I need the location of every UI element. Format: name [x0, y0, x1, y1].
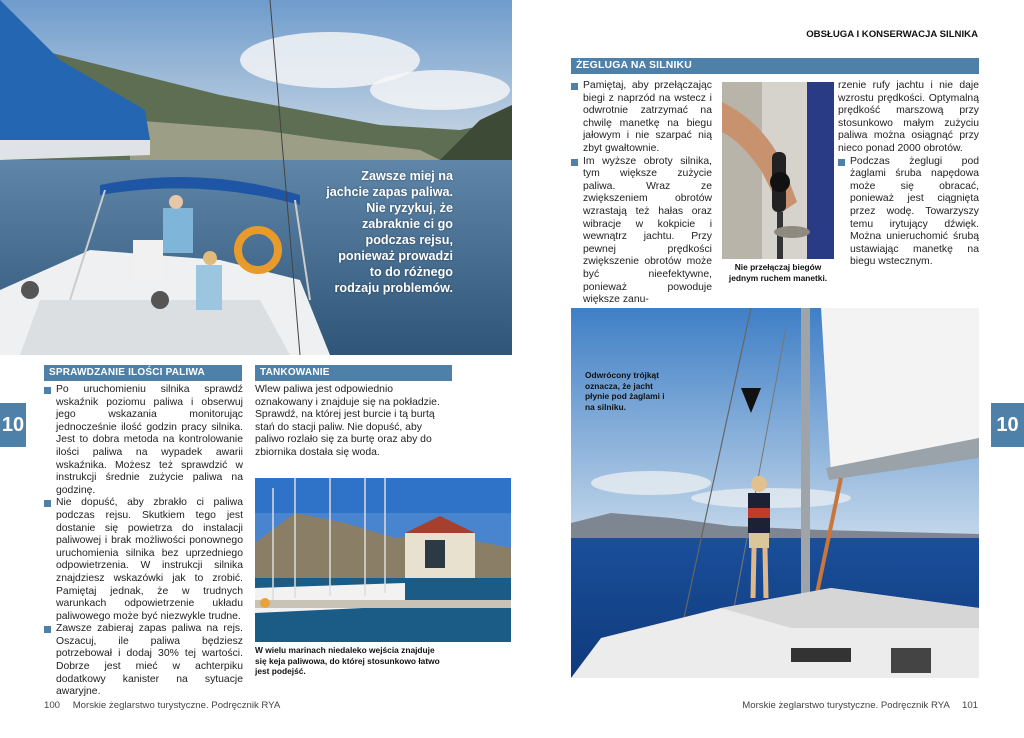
bullet-square-icon	[44, 500, 51, 507]
book-title: Morskie żeglarstwo turystyczne. Podręcznik RYA	[742, 700, 950, 711]
running-header: OBSŁUGA I KONSERWACJA SILNIKA	[806, 29, 978, 40]
book-title: Morskie żeglarstwo turystyczne. Podręcznik RYA	[72, 700, 281, 711]
refuel-text	[255, 384, 453, 460]
list-item	[44, 623, 243, 699]
page-number: 100	[44, 700, 61, 711]
fuel-check-list	[44, 384, 243, 699]
list-item-text: Po uruchomieniu silnika sprawdź wskaźnik poziomu paliwa i obserwuj jego wskazania monitorując jednocześnie ilość godzin pracy silnika. Jest to dobra metoda na kontrolowanie ilości paliwa na wypadek awarii wskaźnika. Możesz też sprawdzić w instrukcji średnie zużycie paliwa na godzinę.	[56, 384, 243, 496]
hero-overlay-text: Zawsze miej na jachcie zapas paliwa. Nie ryzykuj, że zabraknie ci go podczas rejsu, ponieważ prowadzi to do różnego rodzaju problemów.	[326, 169, 453, 295]
list-item	[571, 156, 712, 307]
list-item-text: Podczas żeglugi pod żaglami śruba napędowa może się obracać, ponieważ jest ciągnięta przez wodę. Towarzyszy temu irytujący dźwięk. Można unieruchomić śrubą ustawiając manetkę na biegu wstecznym.	[850, 155, 979, 268]
list-item-text: Nie dopuść, aby zbrakło ci paliwa podczas rejsu. Skutkiem tego jest dostanie się powietrza do instalacji paliwowej i brak możliwości ponownego uruchomienia silnika bez uprzedniego odpowietrzenia. W instrukcji silnika znajdziesz wskazówki jak to zrobić. Pamiętaj jednak, że w trudnych warunkach odpowietrzenie układu paliwowego może być niezwykle trudne.	[56, 497, 243, 622]
list-item-text: Zawsze zabieraj zapas paliwa na rejs. Oszacuj, ile paliwa będziesz potrzebował i dodaj 30% tej wartości. Dobrze jest mieć w achterpiku dodatkowy kanister na sytuacje awaryjne.	[56, 623, 243, 698]
motor-sailing-col1	[571, 80, 712, 307]
chapter-tab-right: 10	[991, 403, 1024, 447]
footer-right	[730, 700, 978, 711]
chapter-tab-left: 10	[0, 403, 26, 447]
lever-photo-caption: Nie przełączaj biegów jednym ruchem manetki.	[728, 262, 828, 283]
sail-photo-caption: Odwrócony trójkąt oznacza, że jacht płynie pod żaglami i na silniku.	[585, 370, 665, 412]
bullet-square-icon	[571, 159, 578, 166]
list-item	[44, 497, 243, 623]
refuel-paragraph: Wlew paliwa jest odpowiednio oznakowany i znajduje się na pokładzie. Sprawdź, na której jest burcie i tą burtą stań do stacji paliw. Nie dopuść, aby paliwo rozlało się za burtę oraz aby do zbiornika dostała się woda.	[255, 384, 440, 458]
footer-left	[44, 700, 280, 711]
motor-sailing-col2	[838, 80, 979, 269]
list-item	[571, 80, 712, 156]
section-heading-motor-sailing: ŻEGLUGA NA SILNIKU	[571, 58, 979, 74]
list-item	[838, 156, 979, 269]
bullet-square-icon	[838, 159, 845, 166]
bullet-square-icon	[44, 387, 51, 394]
col2-continued-text: rzenie rufy jachtu i nie daje wzrostu prędkości. Optymalną prędkość marszową przy stosunkowo małym zużyciu paliwa można osiągnąć przy nieco ponad 2000 obrotów.	[838, 80, 979, 154]
page-number: 101	[961, 700, 978, 711]
engine-lever-photo	[722, 82, 834, 259]
list-item-text: Im wyższe obroty silnika, tym większe zużycie paliwa. Wraz ze zwiększeniem obrotów wzrastają też hałas oraz wibracje w kokpicie i wewnątrz jachtu. Przy pewnej prędkości zwiększenie obrotów może być nieefektywne, ponieważ powoduje większe zanu-	[583, 155, 712, 306]
sailing-photo	[571, 308, 979, 678]
list-item	[44, 384, 243, 497]
section-heading-fuel-check: SPRAWDZANIE ILOŚCI PALIWA	[44, 365, 242, 381]
section-heading-refuel: TANKOWANIE	[255, 365, 452, 381]
marina-photo	[255, 478, 511, 642]
list-item-text: Pamiętaj, aby przełączając biegi z naprzód na wstecz i odwrotnie zatrzymać na chwilę manetkę na biegu jałowym i nie szarpać nią zbyt gwałtownie.	[583, 80, 712, 154]
bullet-square-icon	[44, 626, 51, 633]
bullet-square-icon	[571, 83, 578, 90]
marina-photo-caption: W wielu marinach niedaleko wejścia znajduje się keja paliwowa, do której stosunkowo łatwo jest podejść.	[255, 645, 440, 676]
